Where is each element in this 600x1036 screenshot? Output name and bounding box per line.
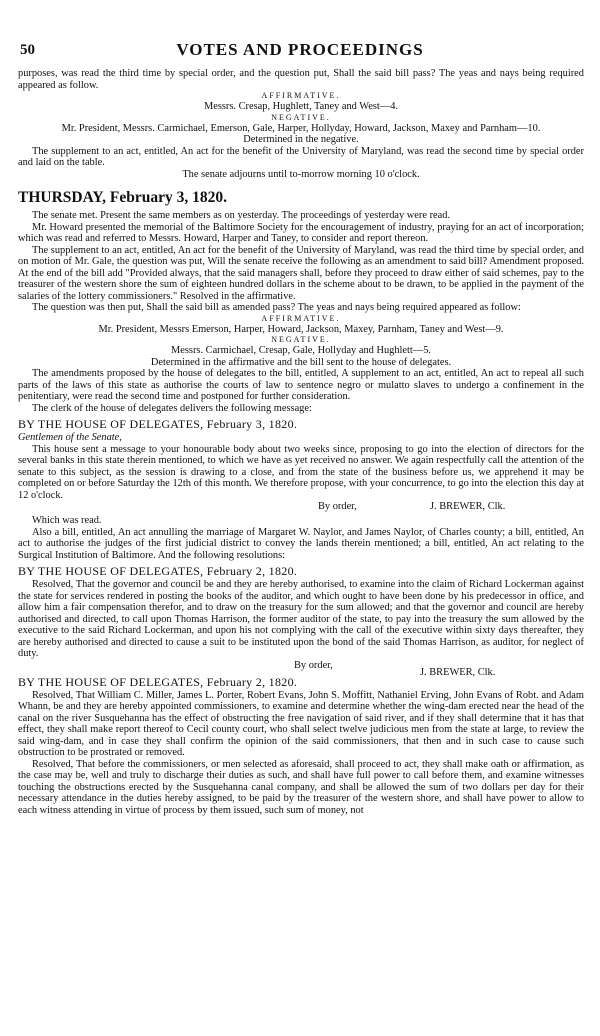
date-heading: THURSDAY, February 3, 1820. <box>18 189 227 206</box>
paragraph: Also a bill, entitled, An act annulling the marriage of Margaret W. Naylor, and James Naylor, of Charles county; a bill, entitled, An act to authorise the judges of the first judicial district to convey the lands therein mentioned; a bill, entitled, An act relating to the Surgical Institution of Baltimore. And the following resolutions: <box>18 526 584 561</box>
by-order: By order, <box>294 659 333 671</box>
message-body: This house sent a message to your honourable body about two weeks since, proposing to go into the election of directors for the several banks in this state therein mentioned, to which we have as yet received no answer. We again respectfully call the attention of the senate to this subject, as the session is drawing to a close, and from the state of the business before us, we apprehend it may be completed on or before Saturday the 12th of this month. We therefore propose, with your concurrence, to go into the election this day at 12 o'clock. <box>18 443 584 501</box>
paragraph: The senate met. Present the same members as on yesterday. The proceedings of yesterday were read. <box>32 210 451 221</box>
message-heading: BY THE HOUSE OF DELEGATES, February 3, 1820. <box>18 417 298 431</box>
signature-line <box>18 659 584 678</box>
paragraph: The amendments proposed by the house of delegates to the bill, entitled, A supplement to an act, entitled, An act to repeal all such parts of the laws of this state as authorise the courts of law to sentence negro or mulatto slaves to undergo a confinement in the penitentiary, were read the second time and postponed for further consideration. <box>18 368 584 402</box>
resolution: Resolved, That William C. Miller, James L. Porter, Robert Evans, John S. Moffitt, Nathaniel Erving, John Evans of Robt. and Adam Whann, be and they are hereby appointed commissioners, to examine and determine whether the wing-dam erected near the head of the canal on the river Susquehanna has the effect of obstructing the free navigation of said river, and if they shall determine that it has that effect, they shall make report thereof to Cecil county court, who shall select twelve judicious men from the state at large, to review the said wing-dam, and in case they shall confirm the opinion of the said commissioners, that then and in such case to cause such obstruction to be prostrated or removed. <box>18 689 584 758</box>
resolution: Resolved, That the governor and council be and they are hereby authorised, to examine into the claim of Richard Lockerman against the state for services rendered in posting the books of the auditor, and which ought to have been done by his predecessor in office, and allow him a fair compensation therefor, and to draw on the treasury for the sum allowed; and that the governor and council are hereby authorised and directed, to call upon Thomas Harrison, the former auditor of the state, to pay into the treasury the sum allowed by the executive to the said Richard Lockerman, and upon his not complying with the call of the executive within sixty days thereafter, they are hereby authorised and directed to cause a suit to be instituted upon the bond of the said Thomas Harrison, as auditor, for neglect of duty. <box>18 579 584 659</box>
paragraph: The question was then put, Shall the said bill as amended pass? The yeas and nays being required appeared as follow: <box>32 302 521 313</box>
message-heading: BY THE HOUSE OF DELEGATES, February 2, 1820. <box>18 564 298 578</box>
clerk-signature: J. BREWER, Clk. <box>420 666 496 678</box>
page-body <box>18 68 584 816</box>
determination: Determined in the negative. <box>243 134 359 145</box>
negative-votes: Messrs. Carmichael, Cresap, Gale, Hollyday and Hughlett—5. <box>171 345 431 356</box>
running-title: VOTES AND PROCEEDINGS <box>176 40 424 59</box>
message-heading: BY THE HOUSE OF DELEGATES, February 2, 1820. <box>18 674 298 689</box>
page-header <box>20 40 580 60</box>
adjournment: The senate adjourns until to-morrow morning 10 o'clock. <box>182 168 420 180</box>
negative-label: NEGATIVE. <box>271 112 331 122</box>
salutation: Gentlemen of the Senate, <box>18 432 122 443</box>
determination: Determined in the affirmative and the bill sent to the house of delegates. <box>150 356 452 368</box>
by-order: By order, <box>318 501 357 512</box>
clerk-signature: J. BREWER, Clk. <box>430 501 506 512</box>
affirmative-label: AFFIRMATIVE. <box>261 91 341 100</box>
signature-line <box>18 501 584 513</box>
paragraph: The supplement to an act, entitled, An act for the benefit of the University of Maryland, was read the second time by special order and laid on the table. <box>18 145 584 168</box>
page-number: 50 <box>20 42 35 58</box>
paragraph: Mr. Howard presented the memorial of the Baltimore Society for the encouragement of industry, praying for an act of incorporation; which was read and referred to Messrs. Howard, Harper and Taney, to consider and report thereon. <box>18 221 584 244</box>
negative-votes: Mr. President, Messrs. Carmichael, Emerson, Gale, Harper, Hollyday, Howard, Jackson, Maxey and Parnham—10. <box>61 122 541 134</box>
resolution: Resolved, That before the commissioners, or men selected as aforesaid, shall proceed to act, they shall make oath or affirmation, as the case may be, well and truly to discharge their duties as such, and shall have full power to call before them, and examine witnesses touching the obstructions erected by the Susquehanna canal company, and shall be allowed the sum of two dollars per day for their necessary attendance in the duties hereby assigned, to be paid by the treasurer of the western shore, and shall have power to allow to each witness attending in virtue of process by them issued, such sum of money, not <box>18 758 584 816</box>
paragraph: The clerk of the house of delegates delivers the following message: <box>32 402 312 414</box>
affirmative-votes: Messrs. Cresap, Hughlett, Taney and West—4. <box>203 101 398 112</box>
paragraph: The supplement to an act, entitled, An act for the benefit of the University of Maryland, was read the third time by special order, and on motion of Mr. Gale, the question was put, Will the senate receive the following as an amendment to said bill? Amendment proposed. At the end of the bill add "Provided always, that the said managers shall, before they proceed to draw either of said schemes, pay to the treasurer of the western shore the sum of eighteen hundred dollars in the scheme about to be drawn, to be applied in the payment of the salaries of the lottery commissioners." Resolved in the affirmative. <box>18 244 584 302</box>
affirmative-label: AFFIRMATIVE. <box>261 313 341 323</box>
paragraph: purposes, was read the third time by special order, and the question put, Shall the said bill pass? The yeas and nays being required appeared as follow. <box>18 68 584 91</box>
affirmative-votes: Mr. President, Messrs Emerson, Harper, Howard, Jackson, Maxey, Parnham, Taney and West—9. <box>98 323 504 335</box>
paragraph: Which was read. <box>32 515 102 526</box>
negative-label: NEGATIVE. <box>271 335 331 344</box>
